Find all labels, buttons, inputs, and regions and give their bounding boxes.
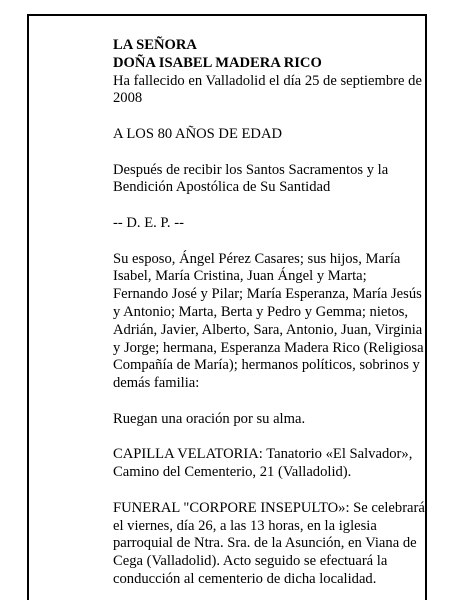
deceased-name: DOÑA ISABEL MADERA RICO [113,54,322,71]
chapel-paragraph: CAPILLA VELATORIA: Tanatorio «El Salvador», Camino del Cementerio, 21 (Valladolid). [113,446,413,481]
title-line: LA SEÑORA [113,37,197,53]
death-notice: Ha fallecido en Valladolid el día 25 de septiembre de 2008 [113,72,422,107]
dep-line: -- D. E. P. -- [113,214,184,231]
sacraments-paragraph: Después de recibir los Santos Sacramentos y la Bendición Apostólica de Su Santidad [113,161,389,196]
age-line: A LOS 80 AÑOS DE EDAD [113,125,283,142]
prayer-line: Ruegan una oración por su alma. [113,410,306,427]
family-paragraph: Su esposo, Ángel Pérez Casares; sus hijos, María Isabel, María Cristina, Juan Ángel y Marta; Fernando José y Pilar; María Esperanza, María Jesús y Antonio; Marta, Berta y Pedro y Gemma; nietos, Adrián, Javier, Alberto, Sara, Antonio, Juan, Virginia y Jorge; hermana, Esperanza Madera Rico (Religiosa Compañía de María); hermanos políticos, sobrinos y demás familia: [113,250,424,392]
funeral-paragraph: FUNERAL "CORPORE INSEPULTO»: Se celebrará el viernes, día 26, a las 13 horas, en la iglesia parroquial de Ntra. Sra. de la Asunción, en Viana de Cega (Valladolid). Acto seguido se efectuará la conducción al cementerio de dicha localidad. [113,499,425,587]
obituary-content [113,37,425,589]
